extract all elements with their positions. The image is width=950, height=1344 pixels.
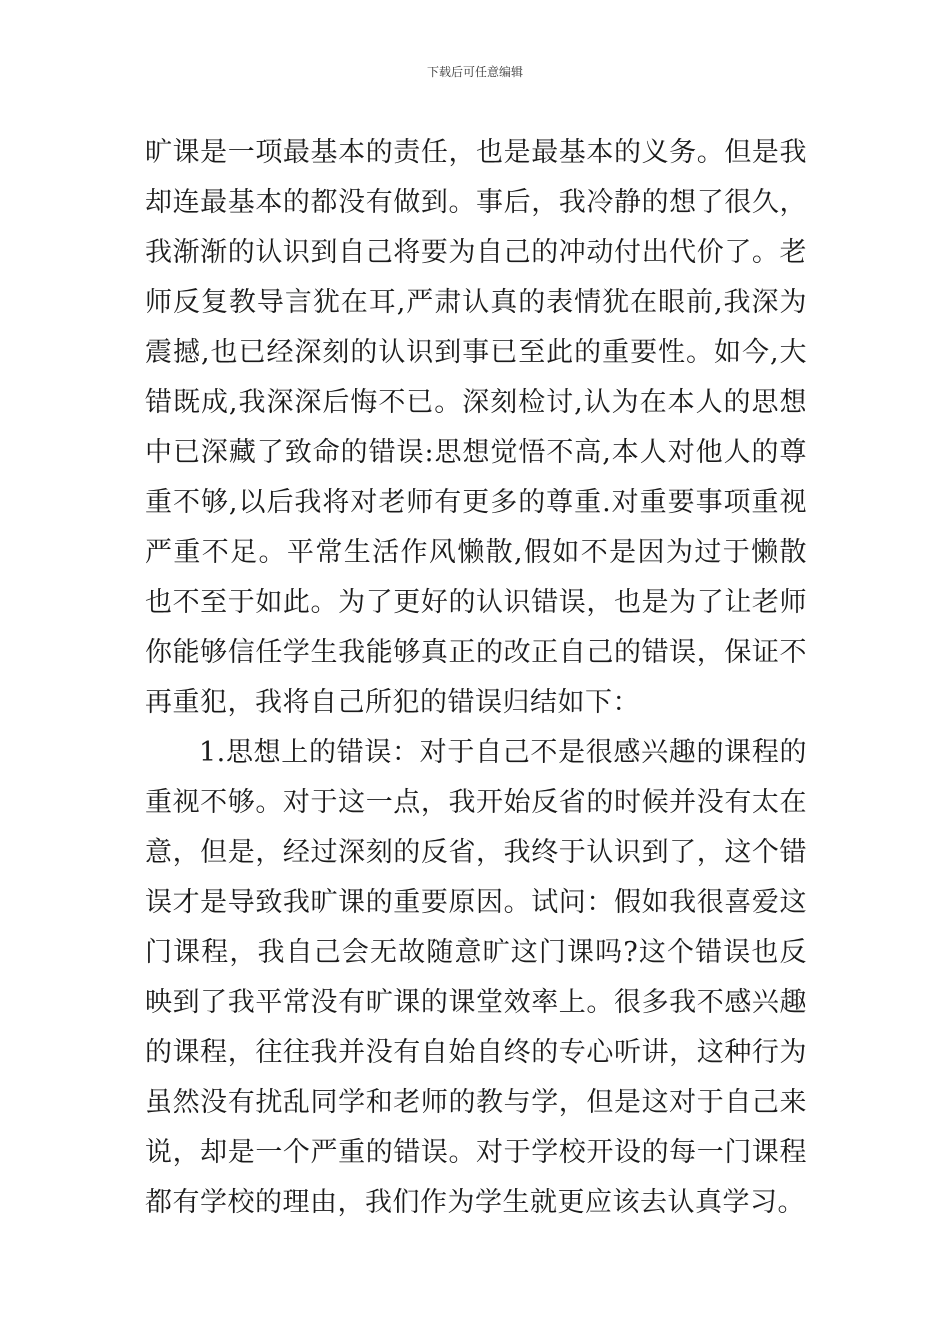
document-body bbox=[145, 128, 807, 1228]
page-header: 下载后可任意编辑 bbox=[426, 65, 523, 79]
paragraph-item-1: 1.思想上的错误：对于自己不是很感兴趣的课程的重视不够。对于这一点，我开始反省的时候并没有太在意，但是，经过深刻的反省，我终于认识到了，这个错误才是导致我旷课的重要原因。试问：假如我很喜爱这门课程，我自己会无故随意旷这门课吗?这个错误也反映到了我平常没有旷课的课堂效率上。很多我不感兴趣的课程，往往我并没有自始自终的专心听讲，这种行为虽然没有扰乱同学和老师的教与学，但是这对于自己来说，却是一个严重的错误。对于学校开设的每一门课程都有学校的理由，我们作为学生就更应该去认真学习。 bbox=[145, 737, 807, 1218]
paragraph-intro: 旷课是一项最基本的责任，也是最基本的义务。但是我却连最基本的都没有做到。事后，我冷静的想了很久，我渐渐的认识到自己将要为自己的冲动付出代价了。老师反复教导言犹在耳,严肃认真的表情犹在眼前,我深为震撼,也已经深刻的认识到事已至此的重要性。如今,大错既成,我深深后悔不已。深刻检讨,认为在本人的思想中已深藏了致命的错误:思想觉悟不高,本人对他人的尊重不够,以后我将对老师有更多的尊重.对重要事项重视严重不足。平常生活作风懒散,假如不是因为过于懒散也不至于如此。为了更好的认识错误，也是为了让老师你能够信任学生我能够真正的改正自己的错误，保证不再重犯，我将自己所犯的错误归结如下： bbox=[145, 137, 807, 718]
